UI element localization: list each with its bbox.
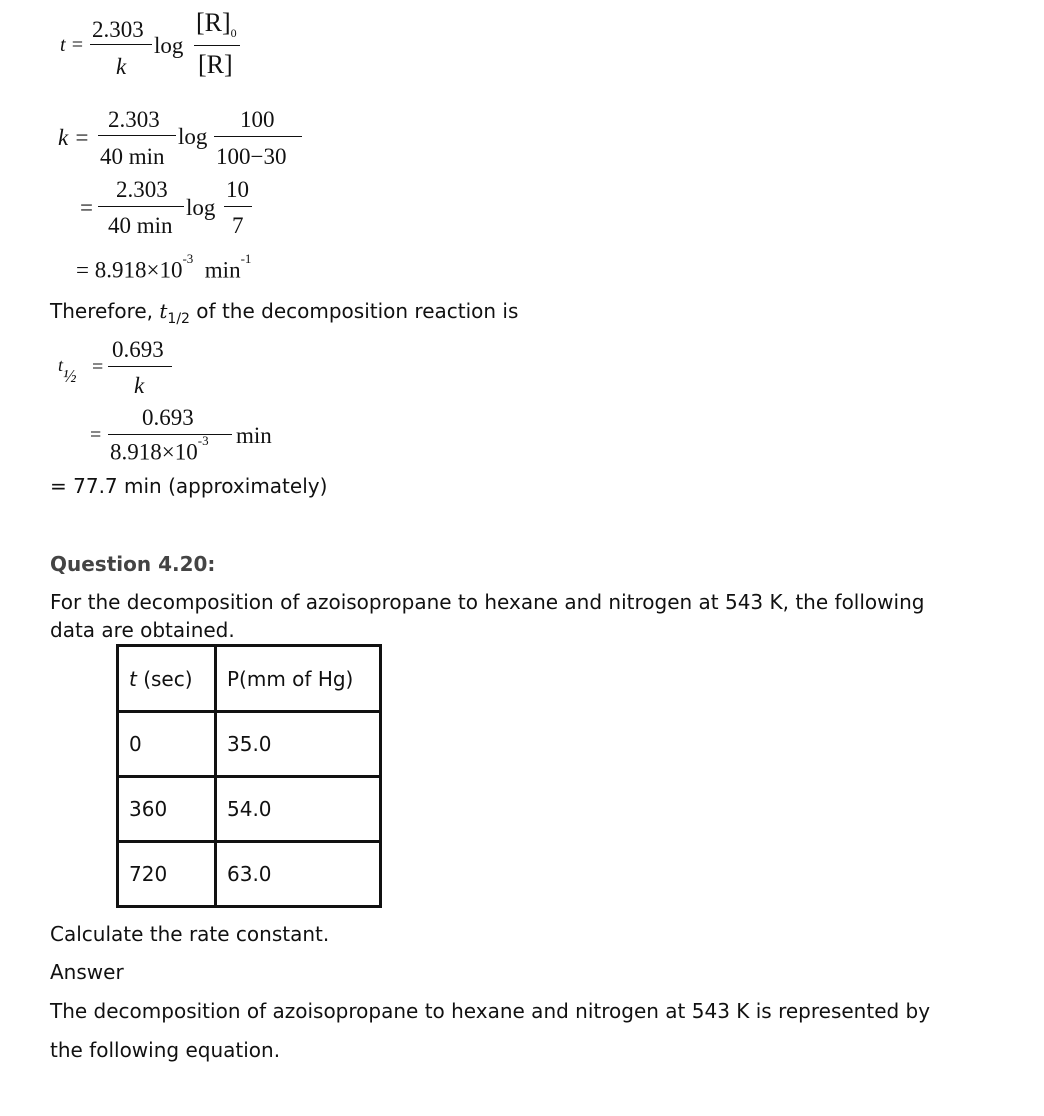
eq4-unit-exp: -1 bbox=[240, 251, 252, 266]
eq2-frac-num: 100 bbox=[240, 107, 275, 132]
table-row bbox=[118, 842, 381, 907]
eq2-lhs: k = bbox=[58, 125, 90, 150]
equation-4 bbox=[76, 251, 252, 283]
table-cell: 0 bbox=[118, 712, 216, 777]
eq4-exp: -3 bbox=[182, 251, 194, 266]
question-line-1: For the decomposition of azoisopropane to hexane and nitrogen at 543 K, the following bbox=[50, 590, 925, 614]
table-header-time bbox=[118, 646, 216, 712]
table-header-pressure: P(mm of Hg) bbox=[216, 646, 381, 712]
result-text: = 77.7 min (approximately) bbox=[50, 474, 328, 498]
eq3-frac-den: 7 bbox=[232, 213, 244, 238]
therefore-sub: 1/2 bbox=[167, 311, 190, 327]
question-title: Question 4.20: bbox=[50, 552, 216, 576]
table-header-row bbox=[118, 646, 381, 712]
eq2-num: 2.303 bbox=[108, 107, 160, 132]
eq4-value: = 8.918×10 bbox=[76, 257, 183, 283]
eq6-num: 0.693 bbox=[142, 405, 194, 430]
answer-line-1: The decomposition of azoisopropane to hexane and nitrogen at 543 K is represented by bbox=[50, 999, 931, 1023]
eq3-log: log bbox=[186, 195, 216, 220]
eq2-log: log bbox=[178, 124, 208, 149]
eq2-den: 40 min bbox=[100, 144, 165, 169]
question-line-2: data are obtained. bbox=[50, 618, 235, 642]
therefore-pre: Therefore, bbox=[50, 299, 160, 323]
eq1-lhs: t = bbox=[60, 34, 85, 56]
eq2-frac-den: 100−30 bbox=[216, 144, 287, 169]
therefore-post: of the decomposition reaction is bbox=[189, 299, 519, 323]
eq1-log: log bbox=[154, 33, 184, 58]
table-cell: 35.0 bbox=[216, 712, 381, 777]
therefore-text bbox=[50, 301, 518, 326]
eq5-eq: = bbox=[92, 356, 104, 378]
header-t-rest: (sec) bbox=[136, 666, 193, 691]
table-row bbox=[118, 712, 381, 777]
table-cell: 720 bbox=[118, 842, 216, 907]
eq3-den: 40 min bbox=[108, 213, 173, 238]
fraction-bar bbox=[108, 434, 232, 435]
table-cell: 360 bbox=[118, 777, 216, 842]
eq3-frac-num: 10 bbox=[226, 177, 249, 202]
eq6-eq: = bbox=[90, 424, 102, 446]
table-row bbox=[118, 777, 381, 842]
eq1-frac-num: $[R]_0$ bbox=[196, 8, 237, 41]
answer-line-2: the following equation. bbox=[50, 1038, 281, 1062]
eq6-den: $8.918\times 10^{-3}$ bbox=[110, 433, 209, 465]
header-t: t bbox=[129, 666, 137, 691]
fraction-bar bbox=[214, 136, 302, 137]
eq1-den: k bbox=[116, 54, 127, 79]
eq5-num: 0.693 bbox=[112, 337, 164, 362]
eq3-lhs: = bbox=[80, 195, 93, 220]
table-cell: 63.0 bbox=[216, 842, 381, 907]
eq5-lhs: $t_{\frac{1}{2}}$ bbox=[58, 355, 77, 386]
therefore-t: t bbox=[159, 299, 168, 323]
table-cell: 54.0 bbox=[216, 777, 381, 842]
fraction-bar bbox=[194, 45, 240, 46]
fraction-bar bbox=[98, 206, 184, 207]
fraction-bar bbox=[98, 135, 176, 136]
eq4-unit: min bbox=[204, 257, 241, 283]
calculate-text: Calculate the rate constant. bbox=[50, 922, 330, 946]
eq5-den: k bbox=[134, 373, 145, 398]
eq6-unit: min bbox=[236, 423, 272, 448]
fraction-bar bbox=[108, 366, 172, 367]
eq1-num: 2.303 bbox=[92, 17, 144, 42]
eq3-num: 2.303 bbox=[116, 177, 168, 202]
answer-label: Answer bbox=[50, 960, 124, 984]
data-table bbox=[116, 644, 382, 908]
eq1-frac-den: [R] bbox=[198, 50, 233, 79]
fraction-bar bbox=[90, 44, 152, 45]
fraction-bar bbox=[224, 206, 252, 207]
